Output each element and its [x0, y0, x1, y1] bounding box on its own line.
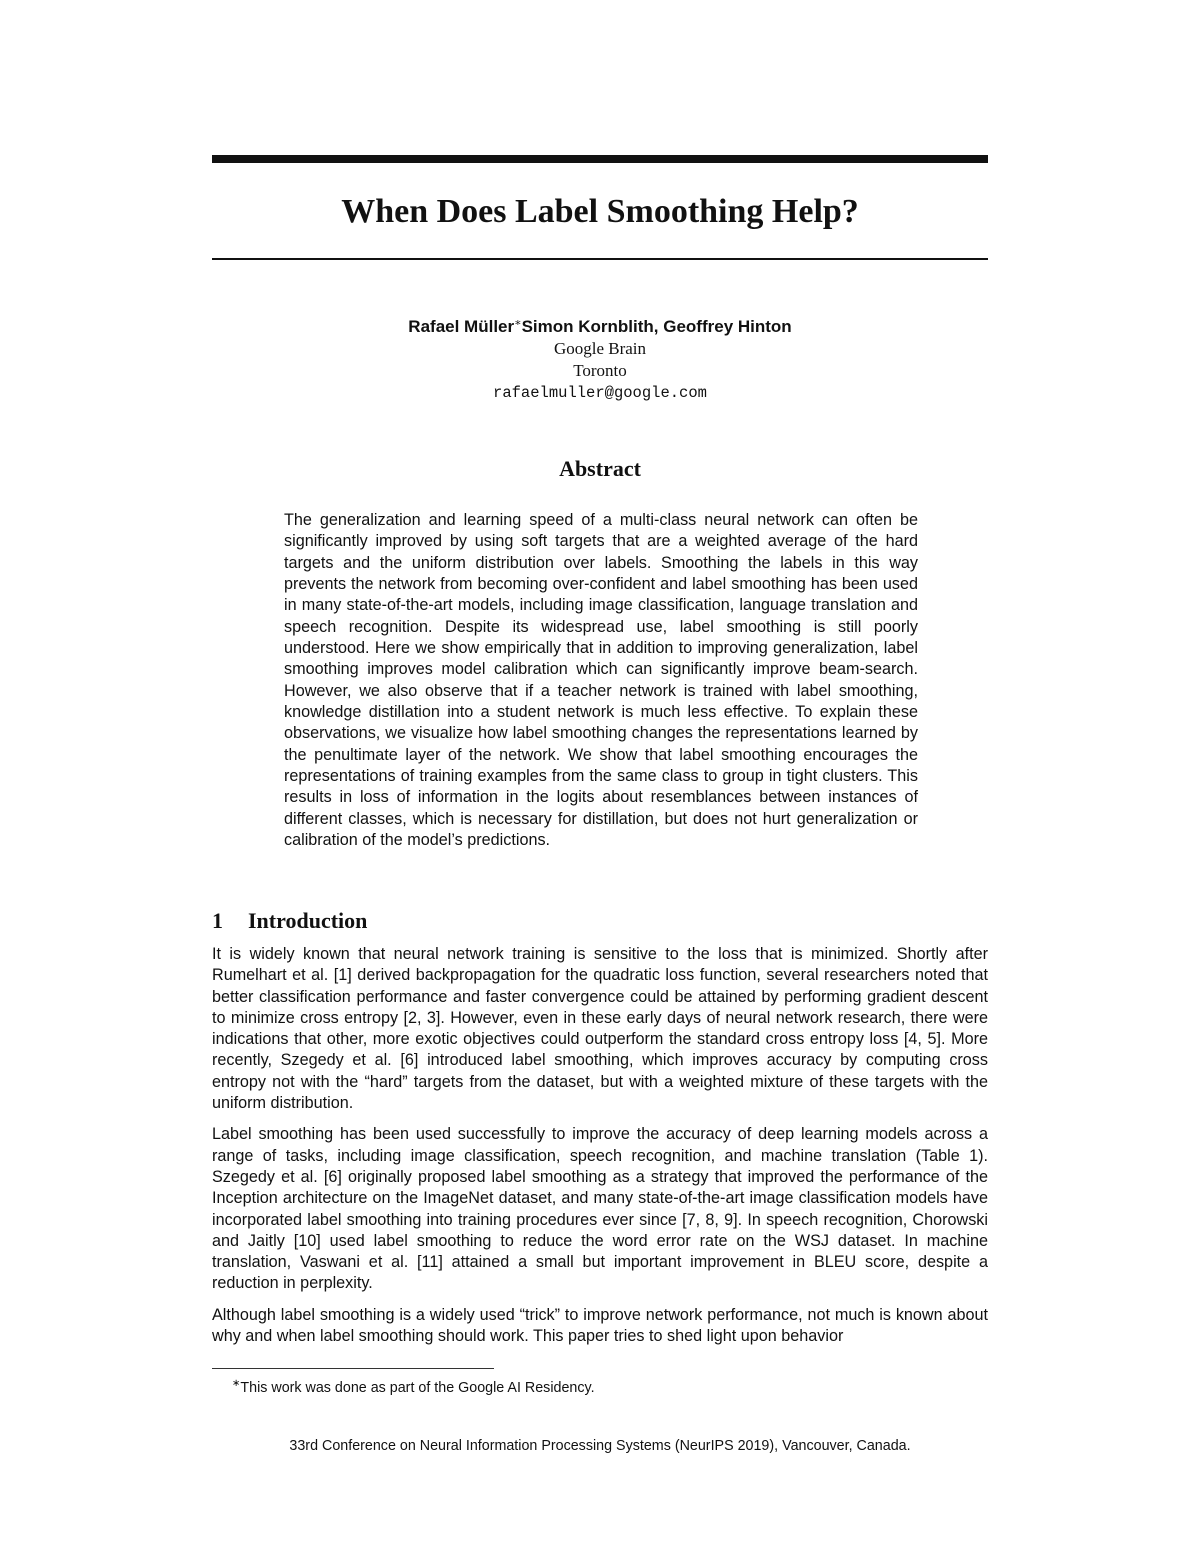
title-bottom-rule: [212, 258, 988, 260]
footnote: [232, 1374, 988, 1398]
author-names: [212, 312, 988, 338]
section-number: 1: [212, 908, 223, 933]
abstract-heading: Abstract: [559, 456, 641, 481]
section-title: Introduction: [248, 908, 368, 933]
author-block: [212, 312, 988, 404]
footnote-marker: ∗: [232, 1378, 241, 1389]
title-top-rule: [212, 155, 988, 163]
footnote-text: This work was done as part of the Google AI Residency.: [240, 1379, 595, 1396]
paragraph: Although label smoothing is a widely used “trick” to improve network performance, not much is known about why and when label smoothing should work. This paper tries to shed light upon behavior: [212, 1305, 988, 1346]
coauthors: Simon Kornblith, Geoffrey Hinton: [521, 317, 792, 336]
first-author: Rafael Müller: [408, 317, 515, 336]
author-email: rafaelmuller@google.com: [493, 384, 707, 402]
section-heading-introduction: [212, 906, 988, 936]
paragraph: It is widely known that neural network training is sensitive to the loss that is minimized. Shortly after Rumelhart et al. [1] derived backpropagation for the quadratic loss function, several researchers noted that better classification performance and faster convergence could be attained by performing gradient descent to minimize cross entropy [2, 3]. However, even in these early days of neural network research, there were indications that other, more exotic objectives could outperform the standard cross entropy loss [4, 5]. More recently, Szegedy et al. [6] introduced label smoothing, which improves accuracy by computing cross entropy not with the “hard” targets from the dataset, but with a weighted mixture of these targets with the uniform distribution.: [212, 945, 988, 1113]
conference-venue: 33rd Conference on Neural Information Processing Systems (NeurIPS 2019), Vancouver, Canada.: [289, 1438, 911, 1454]
abstract-text: The generalization and learning speed of a multi-class neural network can often be significantly improved by using soft targets that are a weighted average of the hard targets and the uniform distribution over labels. Smoothing the labels in this way prevents the network from becoming over-confident and label smoothing has been used in many state-of-the-art models, including image classification, language translation and speech recognition. Despite its widespread use, label smoothing is still poorly understood. Here we show empirically that in addition to improving generalization, label smoothing improves model calibration which can significantly improve beam-search. However, we also observe that if a teacher network is trained with label smoothing, knowledge distillation into a student network is much less effective. To explain these observations, we visualize how label smoothing changes the representations learned by the penultimate layer of the network. We show that label smoothing encourages the representations of training examples from the same class to group in tight clusters. This results in loss of information in the logits about resemblances between instances of different classes, which is necessary for distillation, but does not hurt generalization or calibration of the model’s predictions.: [284, 511, 918, 850]
author-footnote-marker: ∗: [514, 317, 522, 329]
footnote-rule: [212, 1368, 494, 1369]
paper-title: When Does Label Smoothing Help?: [341, 193, 859, 230]
affiliation: Google Brain: [553, 339, 647, 358]
introduction-body: [212, 944, 988, 1357]
paragraph: Label smoothing has been used successfully to improve the accuracy of deep learning models across a range of tasks, including image classification, speech recognition, and machine translation (Table 1). Szegedy et al. [6] originally proposed label smoothing as a strategy that improved the performance of the Inception architecture on the ImageNet dataset, and many state-of-the-art image classification models have incorporated label smoothing into training procedures ever since [7, 8, 9]. In speech recognition, Chorowski and Jaitly [10] used label smoothing to reduce the word error rate on the WSJ dataset. In machine translation, Vaswani et al. [11] attained a small but important improvement in BLEU score, despite a reduction in perplexity.: [212, 1125, 988, 1293]
city: Toronto: [573, 361, 627, 380]
